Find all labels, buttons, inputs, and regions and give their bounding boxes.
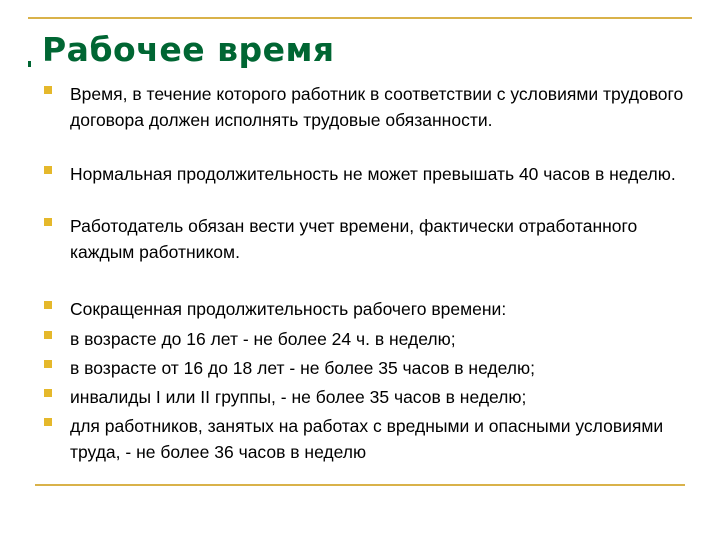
bullet-text: Сокращенная продолжительность рабочего времени:	[70, 299, 507, 319]
title-accent-mark	[28, 61, 31, 67]
square-bullet-icon	[44, 301, 52, 309]
square-bullet-icon	[44, 166, 52, 174]
bullet-text: в возрасте до 16 лет - не более 24 ч. в неделю;	[70, 329, 456, 349]
bottom-divider	[35, 484, 685, 486]
bullet-text: Работодатель обязан вести учет времени, фактически отработанного каждым работником.	[70, 216, 638, 262]
top-divider	[28, 17, 692, 19]
bullet-text: для работников, занятых на работах с вредными и опасными условиями труда, - не более 36 часов в неделю	[70, 416, 664, 462]
bullet-text: в возрасте от 16 до 18 лет - не более 35 часов в неделю;	[70, 358, 535, 378]
bullet-text: инвалиды I или II группы, - не более 35 часов в неделю;	[70, 387, 527, 407]
bullet-text: Время, в течение которого работник в соответствии с условиями трудового договора должен исполнять трудовые обязанности.	[70, 84, 684, 130]
square-bullet-icon	[44, 389, 52, 397]
square-bullet-icon	[44, 218, 52, 226]
square-bullet-icon	[44, 360, 52, 368]
square-bullet-icon	[44, 331, 52, 339]
slide-title: Рабочее время	[42, 30, 335, 69]
square-bullet-icon	[44, 418, 52, 426]
square-bullet-icon	[44, 86, 52, 94]
bullet-text: Нормальная продолжительность не может превышать 40 часов в неделю.	[70, 164, 676, 184]
